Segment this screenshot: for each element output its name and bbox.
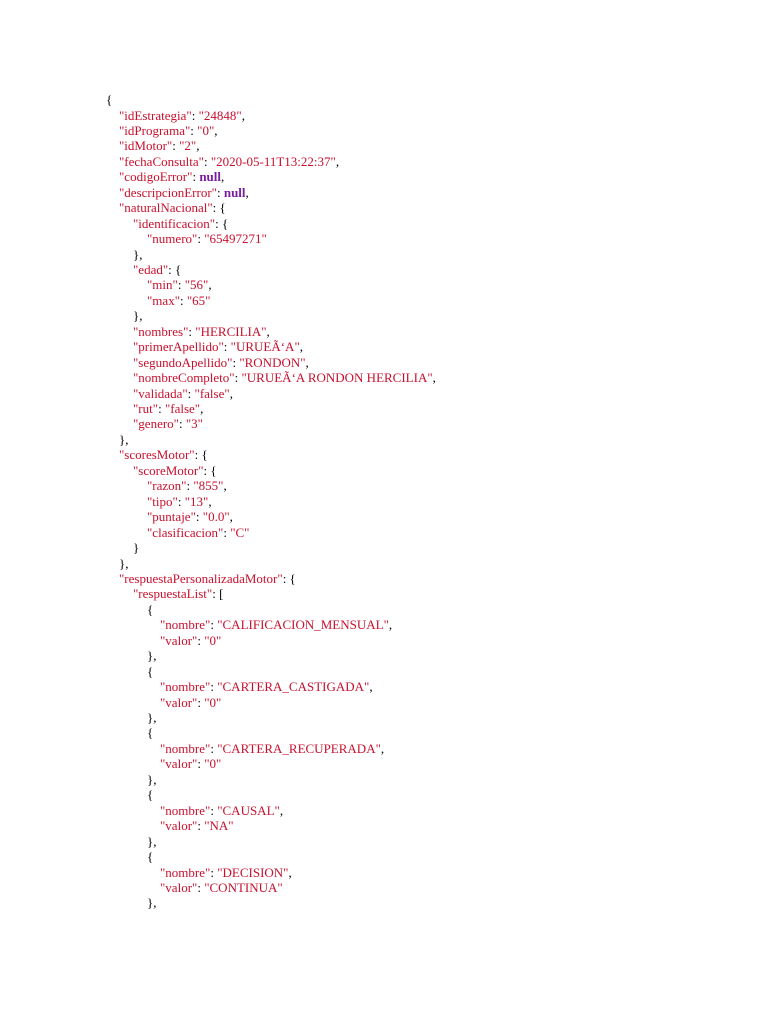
json-punctuation: }, xyxy=(119,431,129,447)
json-punctuation: }, xyxy=(147,895,157,911)
json-punctuation: , xyxy=(369,679,373,695)
json-punctuation: : xyxy=(197,694,205,710)
json-line xyxy=(119,138,199,153)
json-string: "min" xyxy=(147,277,178,293)
json-punctuation: : xyxy=(186,478,194,494)
json-string: "RONDON" xyxy=(239,354,306,370)
json-line xyxy=(160,695,221,710)
json-line xyxy=(133,308,143,323)
json-line xyxy=(147,602,153,617)
json-line xyxy=(147,494,212,509)
json-punctuation: : { xyxy=(194,447,208,463)
json-punctuation: : { xyxy=(215,215,229,231)
json-punctuation: , xyxy=(208,277,212,293)
json-line xyxy=(147,787,153,802)
json-string: "nombre" xyxy=(160,617,211,633)
json-punctuation: , xyxy=(245,184,249,200)
json-punctuation: : { xyxy=(212,200,226,216)
json-string: "tipo" xyxy=(147,493,178,509)
json-punctuation: }, xyxy=(119,555,129,571)
json-string: "valor" xyxy=(160,756,198,772)
json-string: "rut" xyxy=(133,401,159,416)
json-line xyxy=(147,664,153,679)
json-punctuation: : xyxy=(210,740,218,756)
json-line xyxy=(119,185,249,200)
json-punctuation: }, xyxy=(147,648,157,664)
json-punctuation: : xyxy=(223,524,231,540)
json-punctuation: : xyxy=(191,107,199,123)
json-string: "nombre" xyxy=(160,679,211,695)
json-string: "valor" xyxy=(160,694,198,710)
json-line xyxy=(119,200,226,215)
json-line xyxy=(119,123,218,138)
json-string: "idPrograma" xyxy=(119,122,191,138)
json-punctuation: : { xyxy=(168,261,182,277)
json-punctuation: , xyxy=(221,169,225,185)
json-punctuation: : { xyxy=(203,462,217,478)
json-punctuation: : xyxy=(177,493,185,509)
json-string: "nombre" xyxy=(160,864,211,880)
json-string: "0.0" xyxy=(202,509,230,525)
json-punctuation: } xyxy=(133,540,140,555)
json-punctuation: }, xyxy=(133,308,143,324)
json-string: "URUEÃ‘A" xyxy=(230,339,300,355)
json-null-keyword: null xyxy=(199,169,221,185)
json-punctuation: : xyxy=(197,756,205,772)
json-string: "URUEÃ‘A RONDON HERCILIA" xyxy=(241,370,433,386)
json-string: "DECISION" xyxy=(217,864,289,880)
json-string: "0" xyxy=(204,694,222,710)
json-line xyxy=(119,432,129,447)
json-punctuation: : xyxy=(195,509,203,525)
json-string: "CONTINUA" xyxy=(204,879,283,895)
json-punctuation: : xyxy=(223,339,231,355)
json-string: "numero" xyxy=(147,231,198,246)
json-punctuation: , xyxy=(208,493,212,509)
json-line xyxy=(160,617,392,632)
json-line xyxy=(133,355,309,370)
json-punctuation: : xyxy=(210,679,218,695)
json-line xyxy=(147,293,211,308)
json-string: "CALIFICACION_MENSUAL" xyxy=(217,617,389,633)
json-string: "0" xyxy=(204,756,222,772)
json-line xyxy=(133,247,143,262)
json-punctuation: { xyxy=(147,849,154,864)
json-string: "3" xyxy=(185,416,203,432)
json-line xyxy=(147,772,157,787)
json-string: "respuestaList" xyxy=(133,586,213,602)
json-line xyxy=(147,725,153,740)
json-line xyxy=(147,895,157,910)
json-line xyxy=(147,231,267,246)
json-string: "identificacion" xyxy=(133,215,216,231)
json-punctuation: , xyxy=(266,323,270,339)
json-string: "nombre" xyxy=(160,740,211,756)
json-punctuation: }, xyxy=(147,771,157,787)
json-string: "segundoApellido" xyxy=(133,354,233,370)
json-line xyxy=(147,710,157,725)
json-line xyxy=(147,849,153,864)
json-punctuation: : xyxy=(187,385,195,401)
json-string: "nombreCompleto" xyxy=(133,370,235,386)
json-string: "2020-05-11T13:22:37" xyxy=(210,153,336,169)
json-string: "clasificacion" xyxy=(147,524,224,540)
json-line xyxy=(133,262,181,277)
json-string: "descripcionError" xyxy=(119,184,217,200)
json-punctuation: , xyxy=(299,339,303,355)
json-string: "primerApellido" xyxy=(133,339,224,355)
json-string: "56" xyxy=(184,277,209,293)
json-punctuation: : xyxy=(210,617,218,633)
json-line xyxy=(147,525,249,540)
json-string: "65497271" xyxy=(204,231,267,246)
json-string: "valor" xyxy=(160,818,198,834)
json-string: "65" xyxy=(186,292,211,308)
json-punctuation: , xyxy=(196,138,200,154)
json-line xyxy=(133,540,139,555)
json-line xyxy=(133,586,223,601)
json-punctuation: }, xyxy=(133,246,143,262)
json-line xyxy=(119,571,296,586)
json-line xyxy=(160,818,234,833)
json-line xyxy=(160,803,283,818)
json-string: "scoresMotor" xyxy=(119,447,195,463)
json-line xyxy=(160,865,292,880)
json-string: "max" xyxy=(147,292,180,308)
json-string: "razon" xyxy=(147,478,187,494)
json-line xyxy=(147,277,212,292)
json-string: "valor" xyxy=(160,879,198,895)
json-string: "idMotor" xyxy=(119,138,173,154)
json-punctuation: , xyxy=(229,385,233,401)
json-line xyxy=(119,154,339,169)
json-line xyxy=(133,324,270,339)
json-punctuation: , xyxy=(223,478,227,494)
json-string: "naturalNacional" xyxy=(119,200,213,216)
json-line xyxy=(147,478,227,493)
json-string: "0" xyxy=(204,632,222,648)
json-string: "24848" xyxy=(198,107,242,123)
json-punctuation: : xyxy=(197,818,205,834)
json-line xyxy=(119,169,224,184)
json-string: "13" xyxy=(184,493,209,509)
json-punctuation: { xyxy=(147,663,154,679)
json-string: "false" xyxy=(194,385,230,401)
json-punctuation: { xyxy=(147,601,154,617)
json-punctuation: , xyxy=(432,370,436,386)
json-string: "2" xyxy=(179,138,197,154)
json-string: "855" xyxy=(193,478,224,494)
json-line xyxy=(133,401,203,416)
json-line xyxy=(133,216,228,231)
json-line xyxy=(133,416,203,431)
json-punctuation: , xyxy=(200,401,204,416)
json-string: "nombre" xyxy=(160,802,211,818)
json-string: "NA" xyxy=(204,818,234,834)
json-punctuation: { xyxy=(147,725,154,741)
json-punctuation: : xyxy=(197,879,205,895)
json-punctuation: : xyxy=(177,277,185,293)
json-string: "0" xyxy=(197,122,215,138)
json-line xyxy=(147,834,157,849)
json-punctuation: , xyxy=(229,509,233,525)
json-string: "scoreMotor" xyxy=(133,462,204,478)
json-punctuation: : xyxy=(203,153,211,169)
json-string: "C" xyxy=(230,524,250,540)
json-punctuation: , xyxy=(241,107,245,123)
json-punctuation: : [ xyxy=(212,586,224,602)
json-punctuation: : xyxy=(178,416,186,432)
json-punctuation: , xyxy=(388,617,393,633)
json-line xyxy=(119,447,208,462)
json-line xyxy=(106,92,112,107)
json-string: "idEstrategia" xyxy=(119,107,192,123)
json-line xyxy=(147,648,157,663)
json-string: "CARTERA_CASTIGADA" xyxy=(217,679,370,695)
json-punctuation: : xyxy=(210,802,218,818)
json-punctuation: : xyxy=(188,323,196,339)
json-string: "edad" xyxy=(133,261,169,277)
json-punctuation: , xyxy=(305,354,309,370)
json-string: "codigoError" xyxy=(119,169,193,185)
json-string: "validada" xyxy=(133,385,188,401)
json-line xyxy=(133,386,233,401)
json-punctuation: : xyxy=(232,354,240,370)
json-line xyxy=(160,679,373,694)
json-punctuation: : xyxy=(234,370,242,386)
json-line xyxy=(119,556,129,571)
json-line xyxy=(147,509,233,524)
json-string: "fechaConsulta" xyxy=(119,153,204,169)
json-punctuation: { xyxy=(106,92,113,107)
json-line xyxy=(160,756,221,771)
json-punctuation: , xyxy=(279,802,284,818)
json-punctuation: : xyxy=(190,122,198,138)
json-string: "CARTERA_RECUPERADA" xyxy=(217,740,381,756)
json-line xyxy=(160,633,221,648)
json-line xyxy=(133,339,303,354)
json-punctuation: : { xyxy=(282,571,296,586)
json-punctuation: }, xyxy=(147,833,157,849)
json-null-keyword: null xyxy=(223,184,246,200)
json-string: "valor" xyxy=(160,632,198,648)
json-punctuation: : xyxy=(158,401,165,416)
json-string: "false" xyxy=(164,401,201,416)
json-punctuation: : xyxy=(192,169,200,185)
json-line xyxy=(119,108,245,123)
json-line xyxy=(160,741,384,756)
json-punctuation: : xyxy=(210,864,218,880)
json-string: "puntaje" xyxy=(147,509,196,525)
json-punctuation: }, xyxy=(147,710,157,725)
json-string: "nombres" xyxy=(133,323,189,339)
json-string: "genero" xyxy=(133,416,179,432)
json-line xyxy=(133,370,436,385)
json-punctuation: , xyxy=(288,864,292,880)
json-punctuation: : xyxy=(197,231,205,246)
json-punctuation: , xyxy=(335,153,340,169)
json-line xyxy=(133,463,217,478)
json-punctuation: : xyxy=(172,138,180,154)
json-line xyxy=(160,880,283,895)
json-string: "CAUSAL" xyxy=(217,802,280,818)
json-punctuation: , xyxy=(214,122,218,138)
json-punctuation: { xyxy=(147,787,154,803)
json-string: "HERCILIA" xyxy=(195,323,267,339)
json-punctuation: : xyxy=(180,292,187,308)
json-punctuation: , xyxy=(380,740,385,756)
json-punctuation: : xyxy=(197,632,205,648)
json-string: "respuestaPersonalizadaMotor" xyxy=(119,571,283,586)
json-punctuation: : xyxy=(216,184,224,200)
